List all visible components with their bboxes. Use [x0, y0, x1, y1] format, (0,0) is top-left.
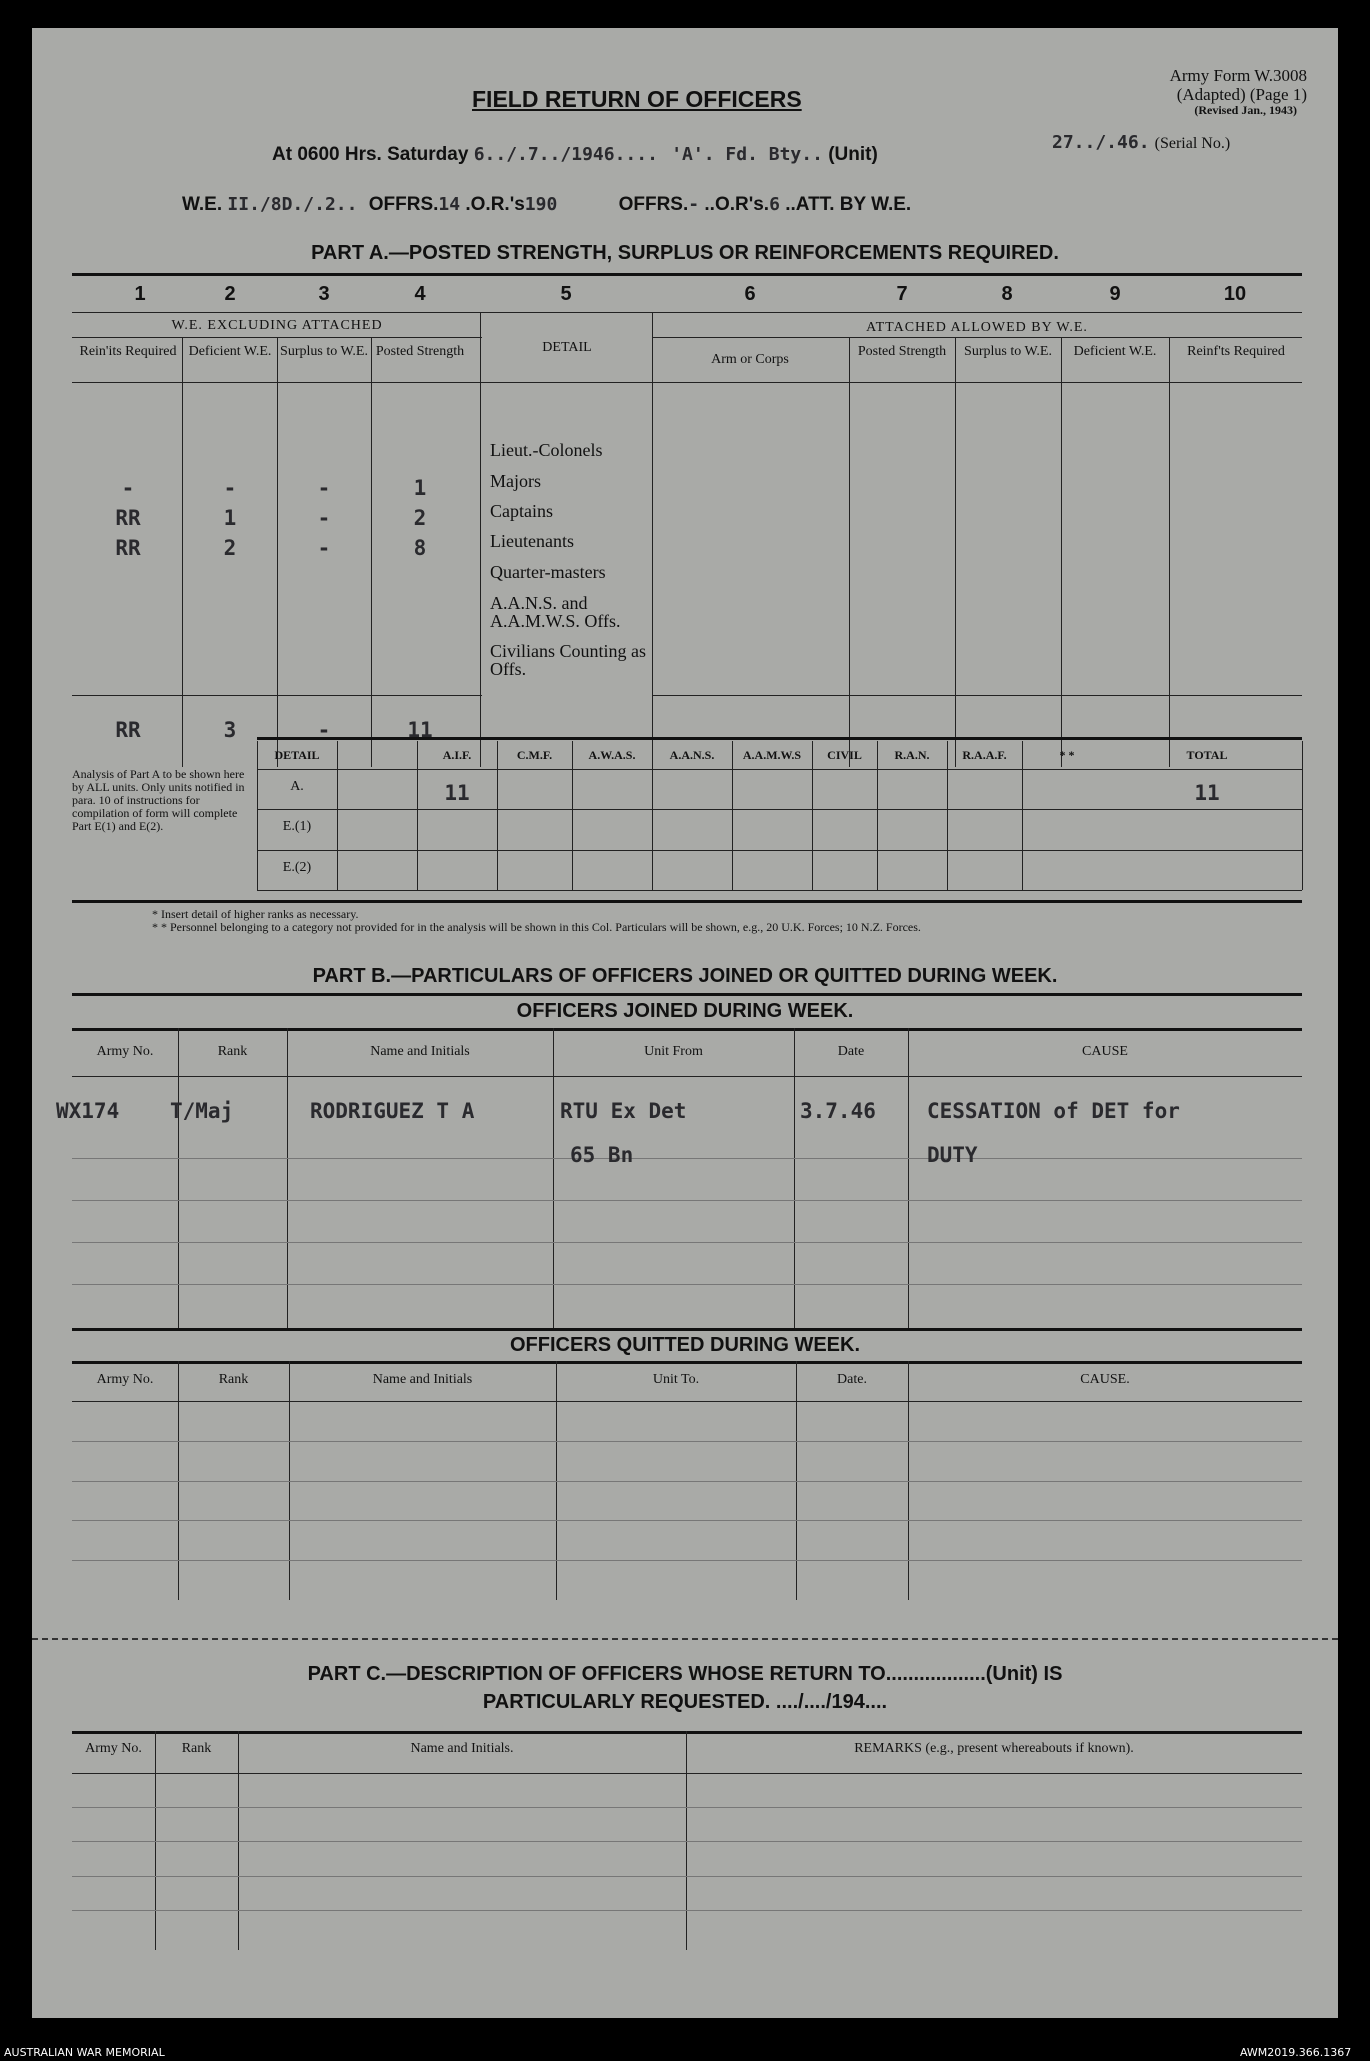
analysis-header: A.A.M.W.S: [742, 748, 802, 762]
unit-label: (Unit): [828, 144, 878, 165]
quitted-header: CAUSE.: [1080, 1372, 1130, 1387]
form-revised: (Revised Jan., 1943): [1194, 103, 1297, 117]
total-deficient: 3: [223, 718, 237, 742]
we-excluding-attached-header: W.E. EXCLUDING ATTACHED: [171, 318, 383, 333]
analysis-gridline: [417, 741, 418, 890]
analysis-row-label: A.: [290, 779, 304, 794]
quitted-header: Date.: [837, 1372, 867, 1387]
rank-label: Majors: [490, 471, 541, 491]
part-c-gridline: [72, 1773, 1302, 1774]
joined-gridline: [178, 1028, 179, 1328]
we-value: II./8D./.2..: [227, 194, 358, 215]
column-number: 8: [1001, 283, 1013, 305]
typed-reinf: -: [121, 476, 135, 500]
analysis-gridline: [947, 741, 948, 890]
analysis-gridline: [812, 741, 813, 890]
att-offrs-label: OFFRS.: [618, 194, 689, 215]
analysis-header: TOTAL: [1186, 748, 1228, 762]
surplus-2-header: Surplus to W.E.: [964, 344, 1052, 359]
column-number: 9: [1109, 283, 1121, 305]
ors-value: 190: [524, 194, 558, 215]
joined-rule: [72, 1242, 1302, 1243]
detail-header: DETAIL: [542, 340, 592, 355]
rank-label: Captains: [490, 501, 553, 521]
quitted-rule: [72, 1481, 1302, 1482]
analysis-gridline: [877, 741, 878, 890]
joined-header: CAUSE: [1082, 1044, 1128, 1059]
typed-def: 1: [223, 506, 237, 530]
analysis-aif-value: 11: [444, 781, 470, 805]
column-number: 4: [414, 283, 426, 305]
rank-label: Lieutenants: [490, 531, 574, 551]
joined-gridline: [908, 1028, 909, 1328]
analysis-header: R.A.N.: [894, 748, 930, 762]
column-number: 5: [560, 283, 572, 305]
serial-label: (Serial No.): [1154, 135, 1231, 152]
form-adapted: (Adapted) (Page 1): [1176, 85, 1307, 104]
surplus-header: Surplus to W.E.: [280, 344, 368, 359]
part-c-rule: [72, 1841, 1302, 1842]
joined-header: Unit From: [644, 1044, 703, 1059]
reinfts-2-header: Reinf'ts Required: [1187, 344, 1285, 359]
att-ors-value: 6: [769, 194, 780, 215]
date-prefix: At 0600 Hrs. Saturday: [272, 144, 469, 165]
quitted-header: Rank: [218, 1372, 249, 1387]
analysis-gridline: [257, 809, 1302, 810]
archive-credit: AUSTRALIAN WAR MEMORIAL: [4, 2046, 165, 2059]
serial-line: [1052, 132, 1230, 153]
analysis-header: * *: [1059, 748, 1075, 762]
quitted-header: Name and Initials: [372, 1372, 473, 1387]
part-c-rule: [72, 1910, 1302, 1911]
serial-number: 27../.46.: [1052, 132, 1150, 153]
column-number: 2: [224, 283, 236, 305]
typed-posted: 1: [413, 476, 427, 500]
joined-rank: T/Maj: [170, 1099, 234, 1123]
analysis-row-label: E.(2): [282, 860, 312, 875]
arm-corps-header: Arm or Corps: [711, 352, 789, 367]
typed-def: 2: [223, 536, 237, 560]
footnote-1: * Insert detail of higher ranks as necessary.: [152, 907, 359, 921]
attached-allowed-header: ATTACHED ALLOWED BY W.E.: [866, 320, 1088, 335]
typed-reinf: RR: [115, 536, 141, 560]
analysis-header: R.A.A.F.: [962, 748, 1007, 762]
analysis-gridline: [337, 741, 338, 890]
offrs-label: OFFRS.: [368, 194, 439, 215]
quitted-header: Army No.: [96, 1372, 154, 1387]
joined-date: 3.7.46: [800, 1099, 876, 1123]
typed-sur: -: [317, 536, 331, 560]
joined-rule: [72, 1284, 1302, 1285]
posted-strength-2-header: Posted Strength: [857, 344, 947, 359]
quitted-header: Unit To.: [652, 1372, 700, 1387]
analysis-note: Analysis of Part A to be shown here by ALL units. Only units notified in para. 10 of instructions for compilation of form will complete Part E(1) and E(2).: [72, 767, 245, 833]
column-number: 1: [134, 283, 146, 305]
rank-label: Quarter-masters: [490, 562, 606, 582]
joined-gridline: [794, 1028, 795, 1328]
quitted-rule: [72, 1560, 1302, 1561]
we-line: [182, 194, 911, 216]
analysis-total-value: 11: [1194, 781, 1220, 805]
ors-label: .O.R.'s: [465, 194, 525, 215]
joined-gridline: [72, 1076, 1302, 1077]
part-c-rule: [72, 1807, 1302, 1808]
joined-unit-from-2: 65 Bn: [570, 1143, 634, 1167]
form-sheet: [32, 28, 1338, 2018]
part-c-header: Name and Initials.: [410, 1741, 514, 1756]
form-number: Army Form W.3008: [1169, 66, 1307, 85]
joined-rule: [72, 1158, 1302, 1159]
analysis-gridline: [1022, 741, 1023, 890]
analysis-gridline: [652, 741, 653, 890]
part-b-title: PART B.—PARTICULARS OF OFFICERS JOINED OR QUITTED DURING WEEK.: [312, 965, 1058, 987]
quitted-rule: [72, 1441, 1302, 1442]
analysis-gridline: [257, 769, 1302, 770]
joined-rule: [72, 1200, 1302, 1201]
column-number: 3: [318, 283, 330, 305]
deficient-2-header: Deficient W.E.: [1073, 344, 1157, 359]
return-date: 6../.7../1946....: [473, 144, 658, 165]
joined-title: OFFICERS JOINED DURING WEEK.: [516, 1000, 854, 1022]
analysis-gridline: [572, 741, 573, 890]
joined-header: Date: [837, 1044, 865, 1059]
unit-name: 'A'. Fd. Bty..: [671, 144, 823, 165]
joined-cause: CESSATION of DET for: [927, 1099, 1180, 1123]
date-line: [272, 144, 878, 166]
typed-reinf: RR: [115, 506, 141, 530]
analysis-header: A.A.N.S.: [669, 748, 715, 762]
total-posted: 11: [407, 718, 433, 742]
rank-label: Lieut.-Colonels: [490, 440, 603, 460]
analysis-header: DETAIL: [274, 748, 320, 762]
tear-line: [32, 1638, 1338, 1640]
quitted-rule: [72, 1520, 1302, 1521]
footnote-2: * * Personnel belonging to a category not provided for in the analysis will be shown in this Col. Particulars will be shown, e.g., 20 U.K. Forces; 10 N.Z. Forces.: [152, 920, 921, 934]
analysis-gridline: [497, 741, 498, 890]
analysis-header: C.M.F.: [516, 748, 553, 762]
deficient-header: Deficient W.E.: [188, 344, 272, 359]
posted-strength-header: Posted Strength: [375, 344, 465, 359]
joined-gridline: [553, 1028, 554, 1328]
att-offrs-value: -: [688, 194, 700, 215]
joined-cause-2: DUTY: [927, 1143, 978, 1167]
typed-sur: -: [317, 476, 331, 500]
part-c-title-line1: PART C.—DESCRIPTION OF OFFICERS WHOSE RETURN TO..................(Unit) IS: [307, 1663, 1063, 1685]
rank-label: Civilians Counting as Offs.: [490, 641, 647, 679]
att-ors-label: ..O.R's.: [704, 194, 770, 215]
analysis-gridline: [257, 890, 1302, 891]
quitted-gridline: [72, 1401, 1302, 1402]
analysis-gridline: [732, 741, 733, 890]
quitted-title: OFFICERS QUITTED DURING WEEK.: [510, 1334, 860, 1356]
typed-posted: 8: [413, 536, 427, 560]
typed-sur: -: [317, 506, 331, 530]
form-number-block: [1082, 66, 1307, 117]
joined-header: Name and Initials: [370, 1044, 470, 1059]
we-label: W.E.: [182, 194, 223, 215]
analysis-header: CIVIL: [827, 748, 862, 762]
part-a-title: PART A.—POSTED STRENGTH, SURPLUS OR REINFORCEMENTS REQUIRED.: [311, 242, 1059, 264]
part-c-header: REMARKS (e.g., present whereabouts if known).: [854, 1741, 1134, 1756]
rank-label: A.A.N.S. and A.A.M.W.S. Offs.: [490, 593, 621, 631]
joined-gridline: [287, 1028, 288, 1328]
part-c-header: Rank: [181, 1741, 212, 1756]
joined-header: Army No.: [96, 1044, 154, 1059]
column-number: 6: [744, 283, 756, 305]
part-c-header: Army No.: [85, 1741, 142, 1756]
analysis-header: A.I.F.: [442, 748, 472, 762]
total-surplus: -: [317, 718, 331, 742]
att-label: ..ATT. BY W.E.: [785, 194, 912, 215]
analysis-gridline: [257, 850, 1302, 851]
part-c-rule: [72, 1876, 1302, 1877]
typed-posted: 2: [413, 506, 427, 530]
form-title: FIELD RETURN OF OFFICERS: [472, 86, 802, 112]
column-number: 7: [896, 283, 908, 305]
joined-header: Rank: [217, 1044, 248, 1059]
joined-name: RODRIGUEZ T A: [310, 1099, 475, 1123]
analysis-row-label: E.(1): [282, 819, 312, 834]
joined-unit-from: RTU Ex Det: [560, 1099, 687, 1123]
accession-number: AWM2019.366.1367: [1240, 2046, 1352, 2059]
typed-def: -: [223, 476, 237, 500]
part-c-title-line2: PARTICULARLY REQUESTED. ..../..../194....: [482, 1691, 888, 1713]
offrs-value: 14: [438, 194, 461, 215]
analysis-gridline: [1302, 741, 1303, 890]
analysis-header: A.W.A.S.: [588, 748, 636, 762]
part-c-title: [32, 1660, 1338, 1716]
total-reinf: RR: [115, 718, 141, 742]
reinfts-required-header: Rein'its Required: [79, 344, 177, 359]
joined-army-no: WX174: [56, 1099, 120, 1123]
column-number: 10: [1223, 283, 1247, 305]
